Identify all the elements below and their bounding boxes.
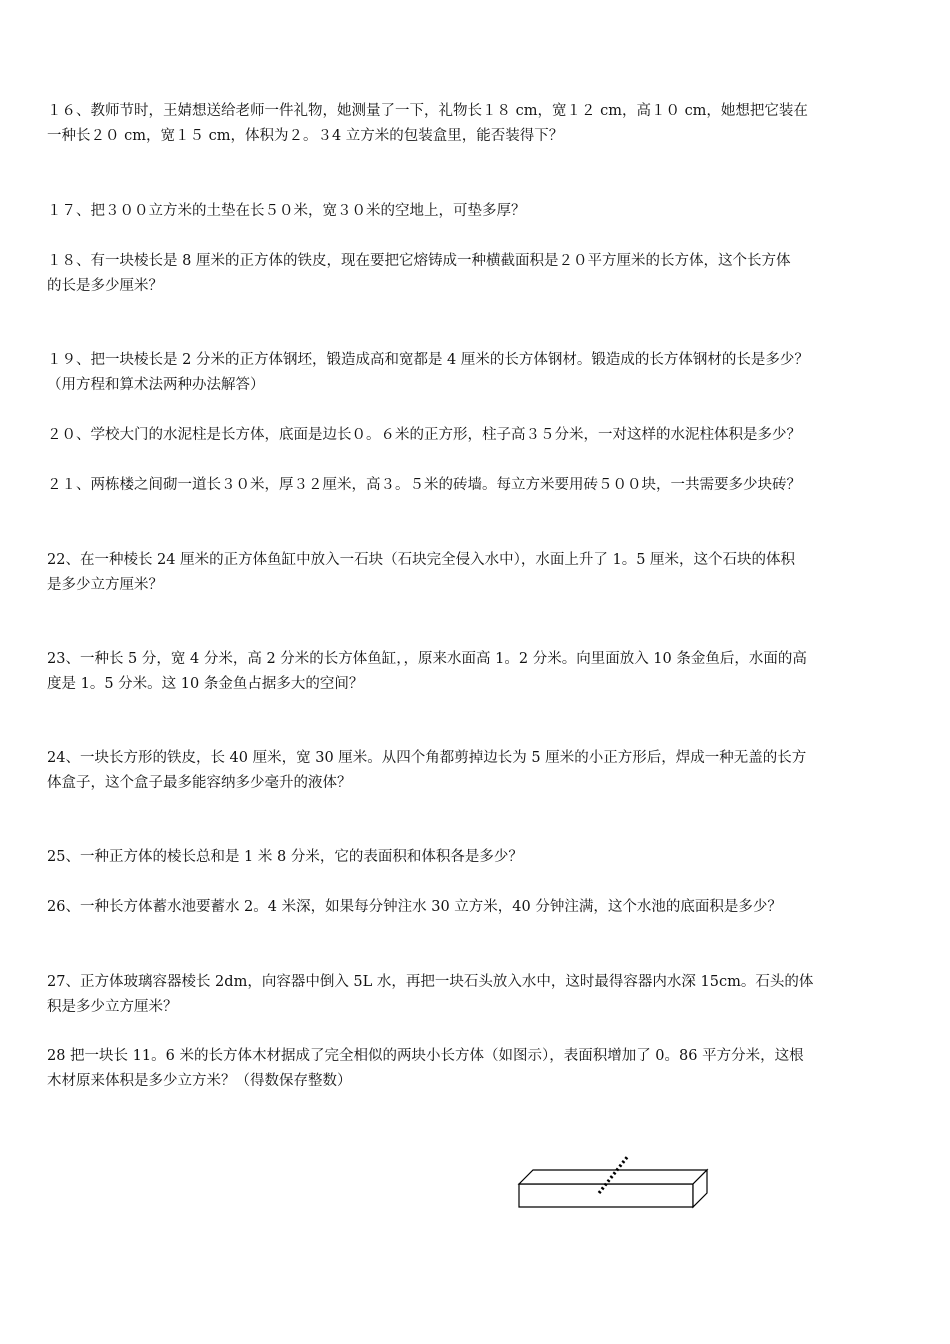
question-line: 22、在一种棱长 24 厘米的正方体鱼缸中放入一石块（石块完全侵入水中），水面上升了 1。5 厘米，这个石块的体积 (47, 552, 796, 568)
question-line: 一种长２０ cm，宽１５ cm，体积为２。３4 立方米的包装盒里，能否装得下？ (47, 127, 564, 144)
question-20 (47, 423, 909, 448)
question-line: 26、一种长方体蓄水池要蓄水 2。4 米深，如果每分钟注水 30 立方米，40 分钟注满，这个水池的底面积是多少？ (47, 899, 782, 915)
question-24 (47, 746, 909, 795)
question-line: 体盒子，这个盒子最多能容纳多少毫升的液体？ (47, 774, 352, 791)
question-line: 是多少立方厘米？ (47, 576, 163, 593)
question-16 (47, 99, 909, 148)
question-26 (47, 895, 909, 920)
question-28 (47, 1044, 909, 1093)
question-line: ２１、两栋楼之间砌一道长３０米，厚３２厘米，高３。５米的砖墙。每立方米要用砖５００块，一共需要多少块砖？ (47, 477, 801, 493)
question-25 (47, 845, 909, 870)
question-line: 度是 1。5 分米。这 10 条金鱼占据多大的空间？ (47, 675, 364, 692)
question-18 (47, 249, 909, 298)
question-21 (47, 473, 909, 498)
question-line: １８、有一块棱长是 8 厘米的正方体的铁皮，现在要把它熔铸成一种横截面积是２０平方厘米的长方体，这个长方体 (47, 253, 791, 269)
question-line: 27、正方体玻璃容器棱长 2dm，向容器中倒入 5L 水，再把一块石头放入水中，这时最得容器内水深 15cm。石头的体 (47, 974, 814, 990)
question-line: １７、把３００立方米的土垫在长５０米，宽３０米的空地上，可垫多厚？ (47, 203, 526, 219)
question-line: 25、一种正方体的棱长总和是 1 米 8 分米，它的表面积和体积各是多少？ (47, 849, 523, 865)
cuboid-with-cut-line-icon (515, 1150, 715, 1212)
question-22 (47, 548, 909, 597)
cuboid-front-face (519, 1184, 693, 1207)
question-line: 23、一种长 5 分，宽 4 分米，高 2 分米的长方体鱼缸，，原来水面高 1。2 分米。向里面放入 10 条金鱼后，水面的高 (47, 651, 807, 667)
question-line: 28 把一块长 11。6 米的长方体木材据成了完全相似的两块小长方体（如图示），表面积增加了 0。86 平方分米，这根 (47, 1048, 804, 1064)
question-17 (47, 199, 909, 224)
question-line: 木材原来体积是多少立方米？（得数保存整数） (47, 1072, 352, 1089)
question-line: １６、教师节时，王婧想送给老师一件礼物，她测量了一下，礼物长１８ cm，宽１２ cm，高１０ cm，她想把它装在 (47, 103, 808, 119)
question-27 (47, 970, 909, 1019)
question-line: 24、一块长方形的铁皮，长 40 厘米，宽 30 厘米。从四个角都剪掉边长为 5 厘米的小正方形后，焊成一种无盖的长方 (47, 750, 807, 766)
question-19 (47, 348, 909, 397)
question-23 (47, 647, 909, 696)
question-line: 积是多少立方厘米？ (47, 998, 178, 1015)
question-line: ２０、学校大门的水泥柱是长方体，底面是边长０。６米的正方形，柱子高３５分米，一对这样的水泥柱体积是多少？ (47, 427, 801, 443)
question-line: 的长是多少厘米？ (47, 277, 163, 294)
question-line: （用方程和算术法两种办法解答） (47, 376, 265, 393)
question-line: １９、把一块棱长是 2 分米的正方体钢坯，锻造成高和宽都是 4 厘米的长方体钢材。锻造成的长方体钢材的长是多少？ (47, 352, 809, 368)
